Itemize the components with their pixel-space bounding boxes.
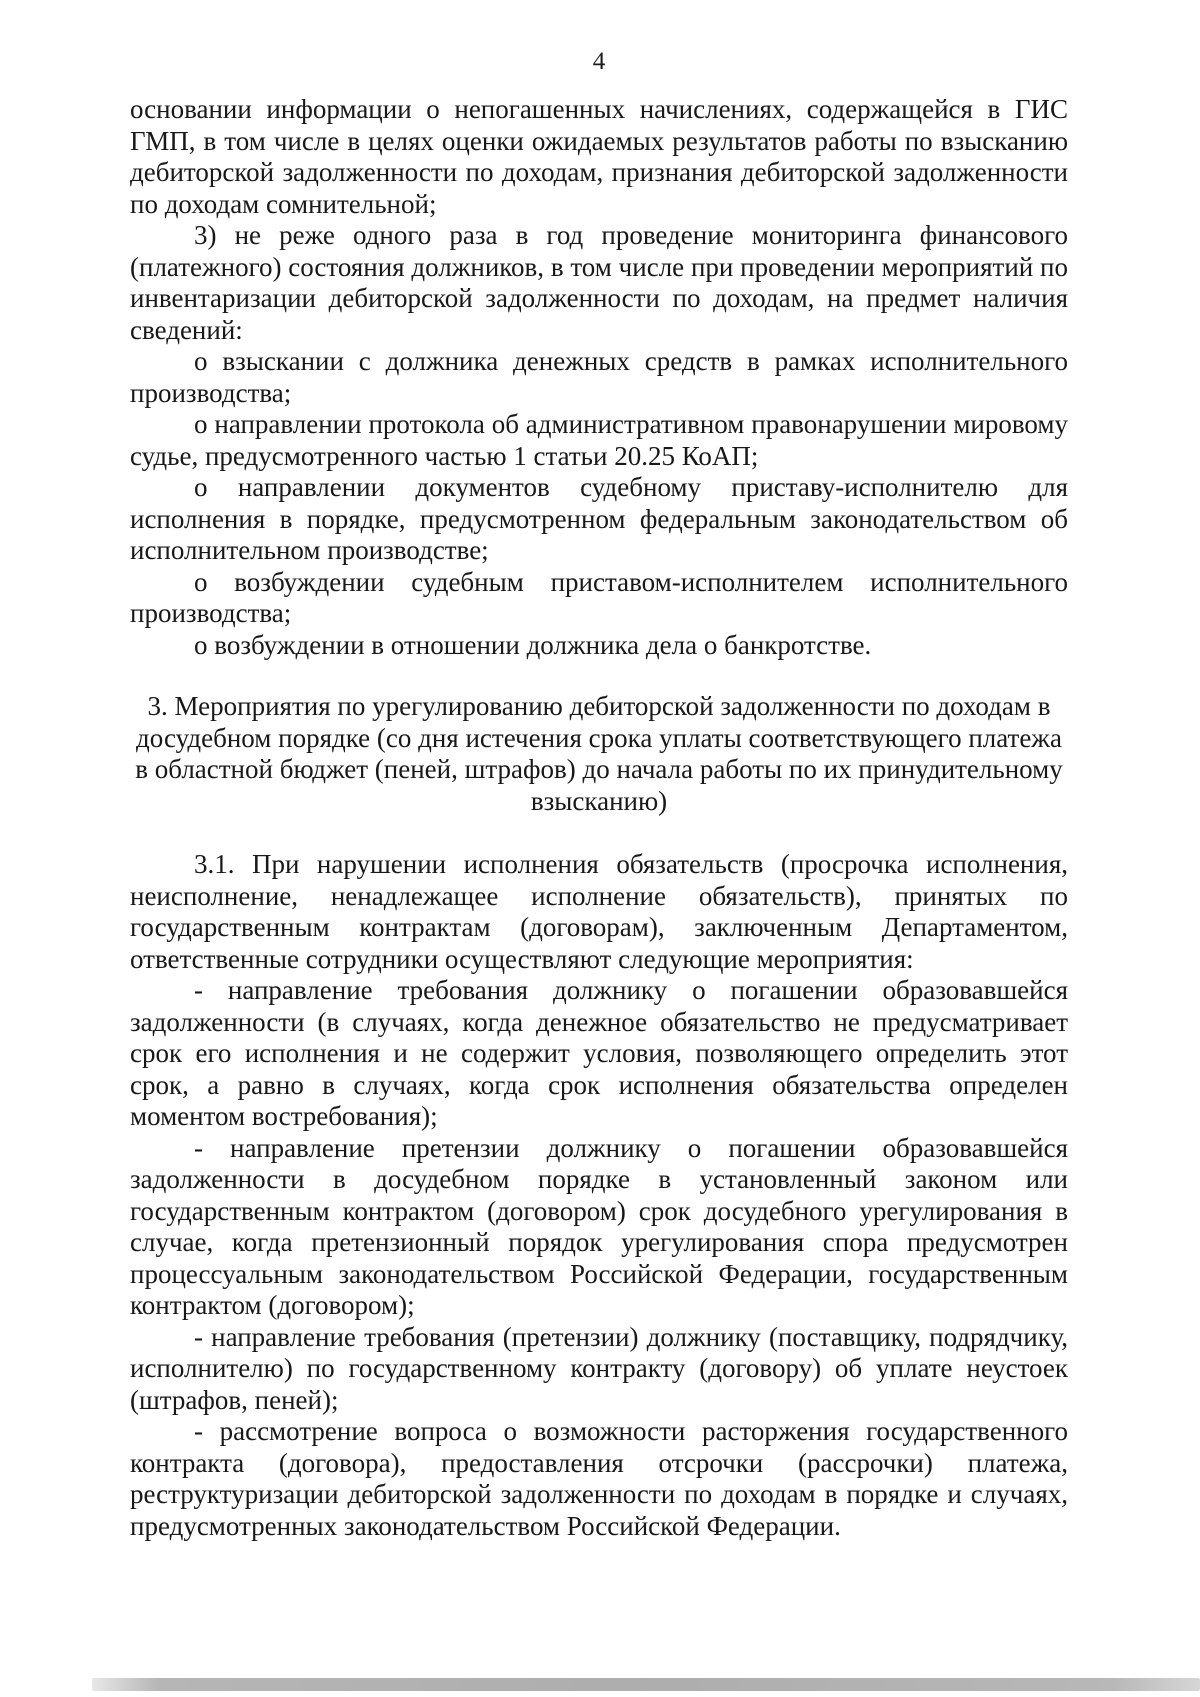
- paragraph: о направлении протокола об административном правонарушении мировому судье, предусмотренного частью 1 статьи 20.25 КоАП;: [130, 409, 1068, 471]
- paragraph: основании информации о непогашенных начислениях, содержащейся в ГИС ГМП, в том числе в целях оценки ожидаемых результатов работы по взысканию дебиторской задолженности по доходам, признания дебиторской задолженности по доходам сомнительной;: [130, 94, 1068, 219]
- paragraph: о взыскании с должника денежных средств в рамках исполнительного производства;: [130, 346, 1068, 408]
- paragraph: 3.1. При нарушении исполнения обязательств (просрочка исполнения, неисполнение, ненадлежащее исполнение обязательств), принятых по государственным контрактам (договорам), заключенным Департаментом, ответственные сотрудники осуществляют следующие мероприятия:: [130, 849, 1068, 974]
- paragraph: о возбуждении в отношении должника дела о банкротстве.: [194, 629, 872, 660]
- paragraph: - направление претензии должнику о погашении образовавшейся задолженности в досудебном порядке в установленный законом или государственным контрактом (договором) срок досудебного урегулирования в случае, когда претензионный порядок урегулирования спора предусмотрен процессуальным законодательством Российской Федерации, государственным контрактом (договором);: [130, 1132, 1068, 1320]
- section-heading: 3. Мероприятия по урегулированию дебиторской задолженности по доходам в досудебном порядке (со дня истечения срока уплаты соответствующего платежа в областной бюджет (пеней, штрафов) до начала работы по их принудительному взысканию): [135, 691, 1063, 816]
- paragraph: 3) не реже одного раза в год проведение мониторинга финансового (платежного) состояния должников, в том числе при проведении мероприятий по инвентаризации дебиторской задолженности по доходам, на предмет наличия сведений:: [130, 220, 1068, 345]
- paragraph: - рассмотрение вопроса о возможности расторжения государственного контракта (договора), предоставления отсрочки (рассрочки) платежа, реструктуризации дебиторской задолженности по доходам в порядке и случаях, предусмотренных законодательством Российской Федерации.: [130, 1416, 1068, 1541]
- paragraph: - направление требования должнику о погашении образовавшейся задолженности (в случаях, когда денежное обязательство не предусматривает срок его исполнения и не содержит условия, позволяющего определить этот срок, а равно в случаях, когда срок исполнения обязательства определен моментом востребования);: [130, 975, 1068, 1131]
- paragraph: - направление требования (претензии) должнику (поставщику, подрядчику, исполнителю) по государственному контракту (договору) об уплате неустоек (штрафов, пеней);: [130, 1321, 1068, 1415]
- page-number: 4: [592, 48, 606, 75]
- scan-artifact-bar: [92, 1678, 1200, 1691]
- paragraph: о направлении документов судебному приставу-исполнителю для исполнения в порядке, предусмотренном федеральным законодательством об исполнительном производстве;: [130, 472, 1068, 565]
- document-body: [130, 94, 1068, 1542]
- paragraph: о возбуждении судебным приставом-исполнителем исполнительного производства;: [130, 566, 1068, 628]
